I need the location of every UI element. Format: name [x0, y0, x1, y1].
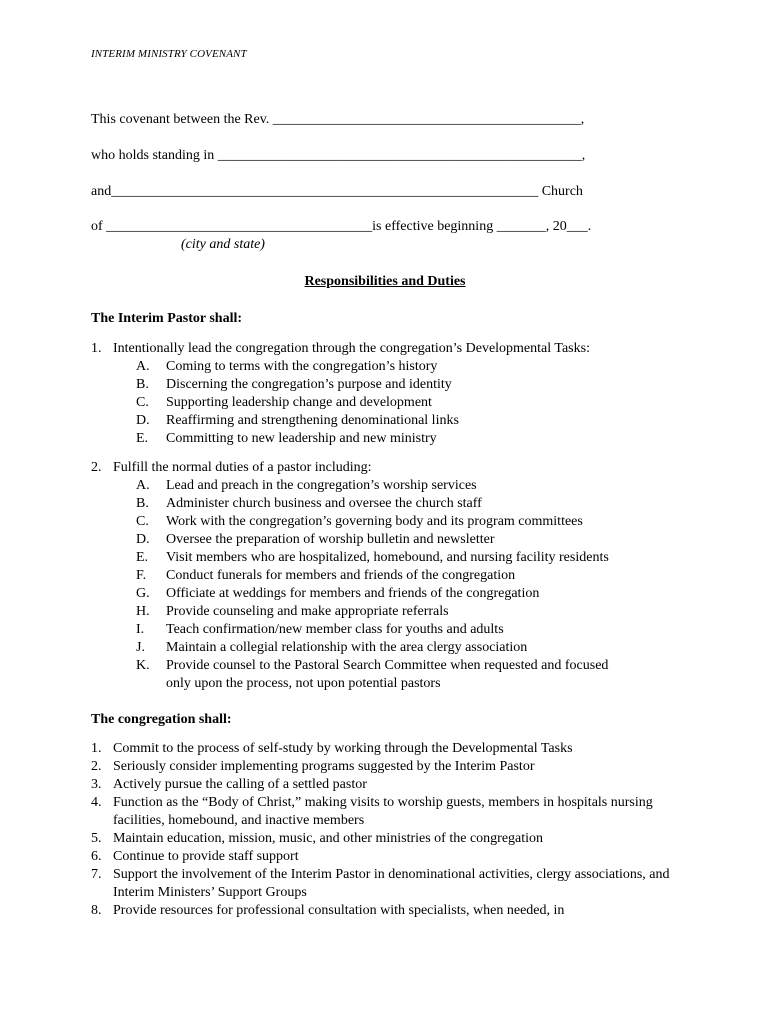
- congregation-heading: The congregation shall:: [91, 712, 232, 727]
- item-letter: D.: [136, 532, 150, 547]
- item-number: 2.: [91, 460, 102, 475]
- item-text: Continue to provide staff support: [113, 849, 299, 864]
- covenant-line-standing: who holds standing in ____________________________________________________,: [91, 148, 586, 163]
- item-text: Supporting leadership change and development: [166, 395, 432, 410]
- pastor-duties-list: [91, 477, 691, 693]
- list-item: [91, 639, 691, 657]
- item-letter: I.: [136, 622, 145, 637]
- item-number: 7.: [91, 867, 102, 882]
- item-text: Provide counsel to the Pastoral Search Committee when requested and focused only upon the process, not upon potential pastors: [166, 658, 609, 691]
- numbered-item: [91, 340, 691, 358]
- list-item: [91, 621, 691, 639]
- covenant-line-effective: of ______________________________________is effective beginning _______, 20___.: [91, 219, 592, 234]
- item-letter: D.: [136, 413, 150, 428]
- item-text: Maintain education, mission, music, and other ministries of the congregation: [113, 831, 544, 846]
- item-letter: E.: [136, 550, 149, 565]
- item-text: Reaffirming and strengthening denominational links: [166, 413, 459, 428]
- item-letter: A.: [136, 478, 150, 493]
- item-text: Support the involvement of the Interim Pastor in denominational activities, clergy associations, and Interim Ministers’ Support Groups: [113, 867, 670, 900]
- list-item: [91, 830, 671, 848]
- item-text: Provide resources for professional consultation with specialists, when needed, in: [113, 903, 565, 918]
- list-item: [91, 412, 691, 430]
- list-item: [91, 567, 691, 585]
- list-item: [91, 430, 691, 448]
- list-item: [91, 477, 691, 495]
- list-item: [91, 394, 691, 412]
- item-text: Lead and preach in the congregation’s worship services: [166, 478, 477, 493]
- list-item: [91, 902, 671, 920]
- item-number: 6.: [91, 849, 102, 864]
- item-text: Function as the “Body of Christ,” making visits to worship guests, members in hospitals nursing facilities, homebound, and inactive members: [113, 795, 653, 828]
- item-text: Provide counseling and make appropriate referrals: [166, 604, 449, 619]
- section-title: Responsibilities and Duties: [304, 274, 466, 289]
- list-item: [91, 531, 691, 549]
- item-text: Coming to terms with the congregation’s history: [166, 359, 438, 374]
- item-letter: C.: [136, 395, 149, 410]
- item-text: Administer church business and oversee the church staff: [166, 496, 482, 511]
- list-item: [91, 758, 671, 776]
- item-number: 1.: [91, 341, 102, 356]
- document-header: INTERIM MINISTRY COVENANT: [91, 48, 247, 60]
- item-text: Seriously consider implementing programs suggested by the Interim Pastor: [113, 759, 535, 774]
- item-number: 5.: [91, 831, 102, 846]
- item-letter: J.: [136, 640, 145, 655]
- item-text: Visit members who are hospitalized, homebound, and nursing facility residents: [166, 550, 609, 565]
- list-item: [91, 376, 691, 394]
- city-state-note: (city and state): [181, 237, 265, 252]
- item-number: 1.: [91, 741, 102, 756]
- item-letter: B.: [136, 377, 149, 392]
- item-number: 3.: [91, 777, 102, 792]
- item-text: Fulfill the normal duties of a pastor including:: [113, 460, 372, 475]
- item-letter: F.: [136, 568, 147, 583]
- list-item: [91, 776, 671, 794]
- item-text: Intentionally lead the congregation through the congregation’s Developmental Tasks:: [113, 341, 590, 356]
- item-letter: B.: [136, 496, 149, 511]
- list-item: [91, 794, 671, 830]
- list-item: [91, 866, 671, 902]
- list-item: [91, 495, 691, 513]
- covenant-line-rev: This covenant between the Rev. ____________________________________________,: [91, 112, 585, 127]
- item-text: Commit to the process of self-study by working through the Developmental Tasks: [113, 741, 573, 756]
- item-text: Oversee the preparation of worship bulletin and newsletter: [166, 532, 495, 547]
- item-letter: A.: [136, 359, 150, 374]
- item-letter: G.: [136, 586, 150, 601]
- item-text: Work with the congregation’s governing body and its program committees: [166, 514, 583, 529]
- item-letter: H.: [136, 604, 150, 619]
- list-item: [91, 657, 626, 693]
- item-text: Officiate at weddings for members and friends of the congregation: [166, 586, 540, 601]
- numbered-item: [91, 459, 691, 477]
- item-number: 8.: [91, 903, 102, 918]
- item-text: Committing to new leadership and new ministry: [166, 431, 437, 446]
- pastor-item-1: [91, 340, 691, 448]
- list-item: [91, 358, 691, 376]
- item-text: Discerning the congregation’s purpose and identity: [166, 377, 452, 392]
- item-number: 4.: [91, 795, 102, 810]
- list-item: [91, 740, 671, 758]
- list-item: [91, 585, 691, 603]
- item-text: Conduct funerals for members and friends of the congregation: [166, 568, 516, 583]
- item-letter: C.: [136, 514, 149, 529]
- item-letter: K.: [136, 658, 150, 673]
- list-item: [91, 513, 691, 531]
- developmental-tasks-list: [91, 358, 691, 448]
- item-letter: E.: [136, 431, 149, 446]
- item-text: Actively pursue the calling of a settled pastor: [113, 777, 367, 792]
- item-number: 2.: [91, 759, 102, 774]
- list-item: [91, 549, 691, 567]
- pastor-heading: The Interim Pastor shall:: [91, 311, 243, 326]
- list-item: [91, 848, 671, 866]
- list-item: [91, 603, 691, 621]
- covenant-line-church: and_____________________________________________________________ Church: [91, 184, 583, 199]
- item-text: Teach confirmation/new member class for youths and adults: [166, 622, 504, 637]
- item-text: Maintain a collegial relationship with the area clergy association: [166, 640, 528, 655]
- congregation-list: [91, 740, 671, 920]
- pastor-item-2: [91, 459, 691, 693]
